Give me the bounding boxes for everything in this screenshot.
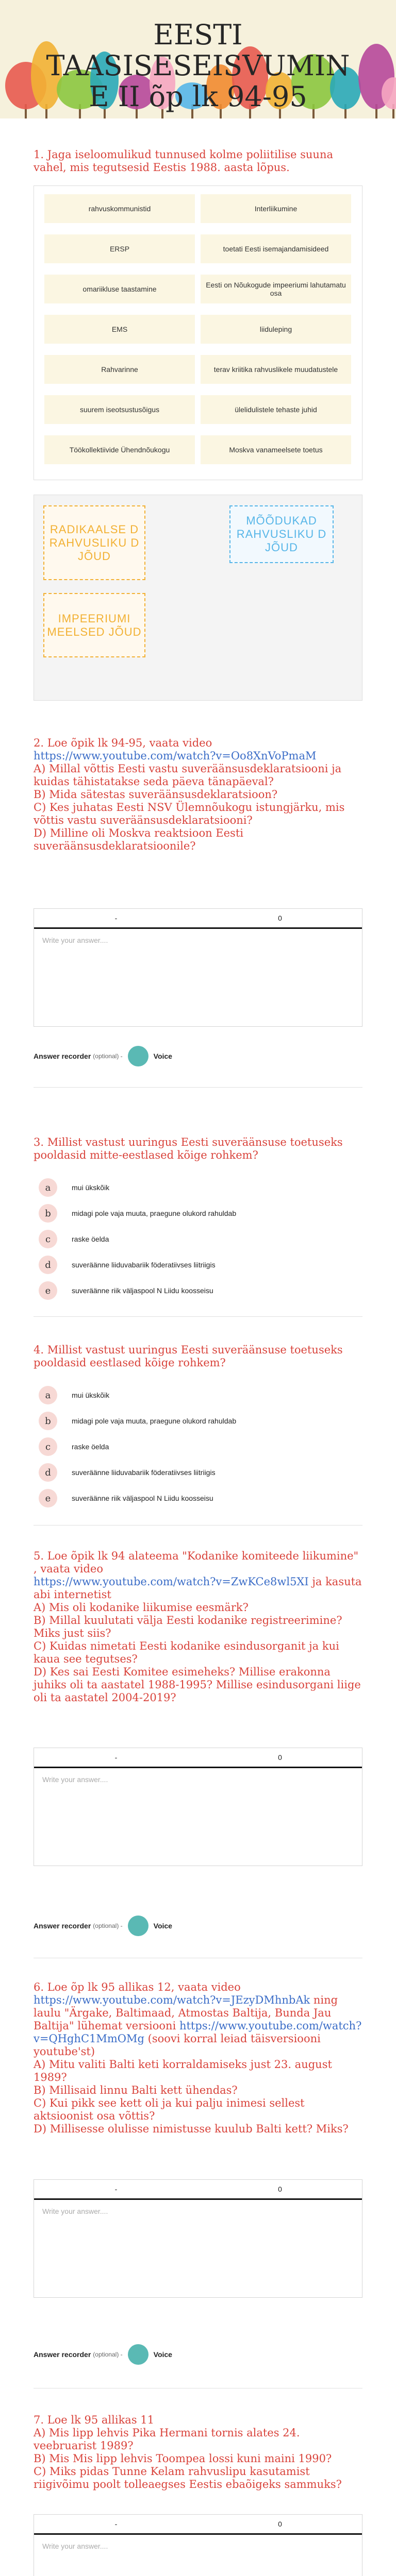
page-header xyxy=(0,0,396,118)
option-letter: e xyxy=(39,1489,57,1507)
option-letter: a xyxy=(39,1386,57,1404)
answer-option[interactable] xyxy=(34,1463,362,1482)
option-letter: c xyxy=(39,1230,57,1248)
q6-sub-c: C) Kui pikk see kett oli ja kui palju inimesi sellest aktsioonist osa võttis? xyxy=(34,2097,305,2122)
sort-tile[interactable]: EMS xyxy=(44,315,195,344)
video-link-q6b[interactable]: https://www.youtube.com/watch?v=QHghC1MmOMg xyxy=(34,2020,362,2045)
answer-option[interactable] xyxy=(34,1204,362,1223)
title-line-3: E II õp lk 94-95 xyxy=(89,80,307,113)
question-1: 1. Jaga iseloomulikud tunnused kolme poliitilise suuna vahel, mis tegutsesid Eestis 1988. aasta lõpus. xyxy=(34,148,333,174)
toolbar-zero[interactable]: 0 xyxy=(278,2520,282,2528)
answer-recorder-q2: Answer recorder (optional) - Voice xyxy=(34,1046,172,1066)
sort-tile[interactable]: Eesti on Nõukogude impeeriumi lahutamatu osa xyxy=(201,275,351,303)
title-line-2: TAASISESEISVUMIN xyxy=(46,49,350,82)
answer-option[interactable] xyxy=(34,1281,362,1300)
answer-option[interactable] xyxy=(34,1386,362,1404)
record-button[interactable] xyxy=(128,1916,148,1936)
option-label: suveräänne riik väljaspool N Liidu koosseisu xyxy=(72,1286,213,1295)
option-letter: d xyxy=(39,1463,57,1482)
q2-sub-d: D) Milline oli Moskva reaktsioon Eesti suveräänsusdeklaratsioonile? xyxy=(34,827,243,852)
title-line-1: EESTI xyxy=(153,19,243,51)
option-letter: c xyxy=(39,1437,57,1456)
answer-placeholder[interactable]: Write your answer.... xyxy=(42,2207,108,2215)
record-button[interactable] xyxy=(128,2344,148,2365)
sort-tile[interactable]: Rahvarinne xyxy=(44,355,195,384)
video-link-q2[interactable]: https://www.youtube.com/watch?v=Oo8XnVoPmaM xyxy=(34,750,317,762)
q5-sub-b: B) Millal kuulutati välja Eesti kodanike registreerimine? Miks just siis? xyxy=(34,1614,342,1639)
q2-sub-c: C) Kes juhatas Eesti NSV Ülemnõukogu istungjärku, mis võttis vastu suveräänsusdeklaratsiooni? xyxy=(34,801,345,826)
question-5-title: 5. Loe õpik lk 94 alateema "Kodanike komiteede liikumine" , vaata video xyxy=(34,1550,359,1575)
divider xyxy=(34,1087,362,1088)
toolbar-minus[interactable]: - xyxy=(114,2185,118,2193)
toolbar-zero[interactable]: 0 xyxy=(278,914,282,922)
q6-sub-a: A) Mitu valiti Balti keti korraldamiseks just 23. august 1989? xyxy=(34,2058,332,2083)
drop-zones-panel xyxy=(34,495,362,701)
video-link-q6a[interactable]: https://www.youtube.com/watch?v=JEzyDMhnbAk xyxy=(34,1994,310,2006)
toolbar-minus[interactable]: - xyxy=(114,914,118,922)
answer-placeholder[interactable]: Write your answer.... xyxy=(42,1775,108,1784)
option-label: mui ükskõik xyxy=(72,1391,110,1399)
question-2 xyxy=(34,737,362,853)
q6-sub-b: B) Millisaid linnu Balti kett ühendas? xyxy=(34,2084,238,2096)
answer-option[interactable] xyxy=(34,1412,362,1430)
option-letter: b xyxy=(39,1204,57,1223)
option-label: mui ükskõik xyxy=(72,1183,110,1192)
sort-tile[interactable]: Interliikumine xyxy=(201,194,351,223)
question-6-title: 6. Loe õp lk 95 allikas 12, vaata video https://www.youtube.com/watch?v=JEzyDMhnbAk ning laulu "Ärgake, Baltimaad, Atmostas Baltija, Bunda Jau Baltija" lühemat versiooni https://www.youtube.com/watch?v=QHghC1MmOMg (soovi korral leiad täisversiooni youtube'st) xyxy=(34,1981,362,2058)
drop-zone-radical[interactable]: RADIKAALSE D RAHVUSLIKU D JÕUD xyxy=(43,505,145,580)
answer-placeholder[interactable]: Write your answer.... xyxy=(42,936,108,944)
video-link-q5[interactable]: https://www.youtube.com/watch?v=ZwKCe8wl5XI xyxy=(34,1575,309,1588)
sort-tile[interactable]: Moskva vanameelsete toetus xyxy=(201,435,351,464)
option-label: midagi pole vaja muuta, praegune olukord rahuldab xyxy=(72,1209,237,1217)
option-letter: b xyxy=(39,1412,57,1430)
sort-tile[interactable]: rahvuskommunistid xyxy=(44,194,195,223)
q2-sub-b: B) Mida sätestas suveräänsusdeklaratsioon? xyxy=(34,788,278,801)
toolbar-minus[interactable]: - xyxy=(114,1753,118,1761)
sort-tile[interactable]: liiduleping xyxy=(201,315,351,344)
q5-sub-c: C) Kuidas nimetati Eesti kodanike esindusorganit ja kui kaua see tegutses? xyxy=(34,1640,339,1665)
toolbar-minus[interactable]: - xyxy=(114,2520,118,2528)
question-2-title: 2. Loe õpik lk 94-95, vaata video xyxy=(34,737,212,749)
answer-option[interactable] xyxy=(34,1489,362,1507)
drop-zone-moderate[interactable]: MÕÕDUKAD RAHVUSLIKU D JÕUD xyxy=(229,505,334,563)
answer-option[interactable] xyxy=(34,1256,362,1274)
question-3: 3. Millist vastust uuringus Eesti suveräänsuse toetuseks pooldasid mitte-eestlased kõige rohkem? xyxy=(34,1136,343,1161)
question-4: 4. Millist vastust uuringus Eesti suveräänsuse toetuseks pooldasid eestlased kõige rohkem? xyxy=(34,1344,343,1369)
sort-tiles-panel xyxy=(34,185,362,480)
q7-sub-c: C) Miks pidas Tunne Kelam rahvuslipu kasutamist riigivõimu poolt tolleaegses Eestis ebaõigeks sammuks? xyxy=(34,2465,342,2490)
sort-tile[interactable]: omariikluse taastamine xyxy=(44,275,195,303)
page-title xyxy=(0,20,396,112)
drop-zone-imperial[interactable]: IMPEERIUMI MEELSED JÕUD xyxy=(43,593,145,657)
q5-sub-d: D) Kes sai Eesti Komitee esimeheks? Millise erakonna juhiks oli ta aastatel 1988-1995? Millise esindusorgani liige oli ta aastatel 2004-2019? xyxy=(34,1666,361,1704)
q2-sub-a: A) Millal võttis Eesti vastu suveräänsusdeklaratsiooni ja kuidas tähistatakse seda päeva tänapäeval? xyxy=(34,762,342,788)
option-label: suveräänne liiduvabariik föderatiivses liitriigis xyxy=(72,1468,216,1477)
answer-editor-q2[interactable] xyxy=(34,908,362,1027)
toolbar-zero[interactable]: 0 xyxy=(278,1753,282,1761)
divider xyxy=(34,1316,362,1317)
answer-recorder-q5: Answer recorder (optional) - Voice xyxy=(34,1916,172,1936)
toolbar-zero[interactable]: 0 xyxy=(278,2185,282,2193)
q7-sub-a: A) Mis lipp lehvis Pika Hermani tornis alates 24. veebruarist 1989? xyxy=(34,2427,300,2452)
answer-option[interactable] xyxy=(34,1230,362,1248)
sort-tile[interactable]: ERSP xyxy=(44,234,195,263)
answer-editor-q6[interactable] xyxy=(34,2179,362,2298)
q6-sub-d: D) Millisesse olulisse nimistusse kuulub Balti kett? Miks? xyxy=(34,2123,349,2135)
sort-tile[interactable]: ülelidulistele tehaste juhid xyxy=(201,395,351,424)
record-button[interactable] xyxy=(128,1046,148,1066)
divider xyxy=(34,1525,362,1526)
answer-option[interactable] xyxy=(34,1178,362,1197)
option-label: midagi pole vaja muuta, praegune olukord rahuldab xyxy=(72,1417,237,1425)
option-label: raske öelda xyxy=(72,1235,109,1243)
question-7-title: 7. Loe lk 95 allikas 11 xyxy=(34,2414,155,2426)
answer-recorder-q6: Answer recorder (optional) - Voice xyxy=(34,2344,172,2365)
q7-sub-b: B) Mis Mis lipp lehvis Toompea lossi kuni maini 1990? xyxy=(34,2452,332,2465)
sort-tile[interactable]: terav kriitika rahvuslikele muudatustele xyxy=(201,355,351,384)
sort-tile[interactable]: Töökollektiivide Ühendnõukogu xyxy=(44,435,195,464)
option-label: suveräänne riik väljaspool N Liidu koosseisu xyxy=(72,1494,213,1502)
q5-sub-a: A) Mis oli kodanike liikumise eesmärk? xyxy=(34,1601,249,1614)
option-letter: d xyxy=(39,1256,57,1274)
option-letter: e xyxy=(39,1281,57,1300)
option-letter: a xyxy=(39,1178,57,1197)
answer-placeholder[interactable]: Write your answer.... xyxy=(42,2542,108,2550)
answer-option[interactable] xyxy=(34,1437,362,1456)
answer-editor-q5[interactable] xyxy=(34,1748,362,1866)
option-label: suveräänne liiduvabariik föderatiivses liitriigis xyxy=(72,1261,216,1269)
sort-tile[interactable]: suurem iseotsustusõigus xyxy=(44,395,195,424)
answer-editor-q7[interactable] xyxy=(34,2514,362,2576)
sort-tile[interactable]: toetati Eesti isemajandamisideed xyxy=(201,234,351,263)
option-label: raske öelda xyxy=(72,1443,109,1451)
